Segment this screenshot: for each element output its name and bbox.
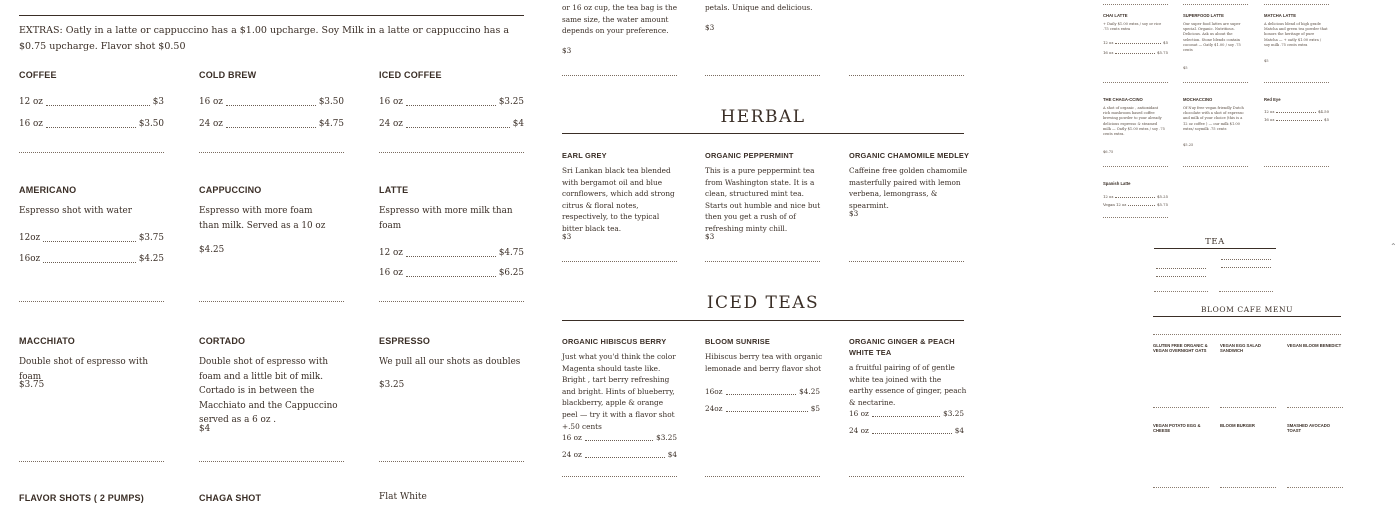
size-label: 16 oz xyxy=(19,119,43,129)
price-label: $4.25 xyxy=(138,254,164,264)
cold-brew-row-16oz xyxy=(199,97,344,108)
thumb-tea-row xyxy=(1219,259,1273,261)
thumb-separator xyxy=(1153,487,1209,488)
tea-top-col2-desc: petals. Unique and delicious. xyxy=(705,3,813,12)
price-label: $4 xyxy=(954,426,964,435)
item-separator xyxy=(379,152,524,153)
price-label: $5 xyxy=(810,404,820,413)
thumb-cafe-menu-title: BLOOM CAFE MENU xyxy=(1200,305,1294,314)
thumb-separator xyxy=(1153,407,1209,408)
item-chamomile-name: ORGANIC CHAMOMILE MEDLEY xyxy=(849,151,970,160)
latte-row-16oz xyxy=(379,268,524,279)
item-separator xyxy=(705,75,820,76)
thumb-egg-salad-name: VEGAN EGG SALAD SANDWICH xyxy=(1220,343,1261,353)
thumb-separator xyxy=(1264,4,1329,5)
thumb-matcha-name: MATCHA LATTE xyxy=(1264,13,1297,18)
thumb-tea-row xyxy=(1219,267,1273,269)
size-label: 12 oz xyxy=(1103,194,1114,199)
latte-row-12oz xyxy=(379,248,524,259)
item-separator xyxy=(562,476,677,477)
price-label: $5 xyxy=(1163,40,1168,45)
size-label: 12 oz xyxy=(19,97,43,107)
thumb-chaga-ccino-desc: A shot of organic , antioxidant rich mushroom based coffee brewing powder to your already delicious espresso & steamed milk — Oatly $1.00 extra / soy .75 cents extra. xyxy=(1103,106,1165,137)
thumb-separator xyxy=(1103,166,1168,167)
thumb-separator xyxy=(1287,487,1343,488)
item-separator xyxy=(199,152,344,153)
item-cappuccino-price: $4.25 xyxy=(199,245,225,255)
thumb-red-eye-row-12oz xyxy=(1264,109,1329,114)
item-coffee-name: COFFEE xyxy=(19,70,57,80)
item-separator xyxy=(19,301,164,302)
item-chamomile-desc: Caffeine free golden chamomile masterfully paired with lemon verbena, lemongrass, & spearmint. xyxy=(849,166,968,210)
thumb-separator xyxy=(1183,82,1248,83)
item-peppermint-name: ORGANIC PEPPERMINT xyxy=(705,151,794,160)
thumb-superfood-desc: Our super food lattes are super special. Organic. Nutritious. Delicious. Ask us about the selection. Stone blends contain coconut — Oatly $1.00 / soy .75 cents xyxy=(1183,22,1241,53)
item-espresso-desc: We pull all our shots as doubles xyxy=(379,357,521,367)
item-separator xyxy=(379,301,524,302)
price-label: $4.25 xyxy=(799,387,820,396)
bloom-sunrise-row-16oz xyxy=(705,386,820,397)
size-label: 12 oz xyxy=(1264,109,1275,114)
item-earl-grey-name: EARL GREY xyxy=(562,151,607,160)
item-separator xyxy=(199,301,344,302)
item-chamomile-price: $3 xyxy=(849,209,859,218)
hibiscus-row-16oz xyxy=(562,432,677,443)
price-label: $3 xyxy=(152,97,164,107)
thumb-separator xyxy=(1183,4,1248,5)
item-hibiscus-name: ORGANIC HIBISCUS BERRY xyxy=(562,337,667,346)
price-label: $3.25 xyxy=(498,97,524,107)
size-label: 16 oz xyxy=(562,433,582,442)
item-bloom-sunrise-name: BLOOM SUNRISE xyxy=(705,337,771,346)
ginger-peach-row-24oz xyxy=(849,425,964,436)
thumb-separator xyxy=(1103,217,1168,218)
thumb-chai-latte-desc: + Daily $1.00 extra / soy or rice .75 cents extra xyxy=(1103,22,1162,32)
thumb-mochaccino-name: MOCHACCINO xyxy=(1183,97,1213,102)
item-cappuccino-desc: Espresso with more foam than milk. Served as a 10 oz xyxy=(199,206,326,231)
item-separator xyxy=(562,261,677,262)
thumb-matcha-desc: A delicious blend of high grade Matcha and green tea powder that honors the heritage of pure Matcha — + oatly $1.00 extra / soy milk .75 cents extra xyxy=(1264,22,1328,47)
item-separator xyxy=(19,461,164,462)
thumb-chai-row-12oz xyxy=(1103,40,1168,45)
size-label: 12 oz xyxy=(1103,40,1114,45)
ginger-peach-row-16oz xyxy=(849,408,964,419)
item-cortado-desc: Double shot of espresso with foam and a little bit of milk. Cortado is in between the Macchiato and the Cappuccino served as a 6 oz . xyxy=(199,357,338,425)
item-cold-brew-name: COLD BREW xyxy=(199,70,257,80)
item-espresso-price: $3.25 xyxy=(379,380,405,390)
item-earl-grey-desc: Sri Lankan black tea blended with bergamot oil and blue cornflowers, which add strong citrus & floral notes, respectively, to the typical bitter black tea. xyxy=(562,166,675,233)
thumb-spanish-row-12oz xyxy=(1103,194,1168,199)
iced-coffee-row-16oz xyxy=(379,97,524,108)
thumb-separator xyxy=(1219,291,1273,292)
size-label: 16 oz xyxy=(1264,117,1275,122)
thumb-potato-name: VEGAN POTATO EGG & CHEESE xyxy=(1153,423,1201,433)
item-americano-name: AMERICANO xyxy=(19,185,77,195)
item-separator xyxy=(199,461,344,462)
size-label: 24 oz xyxy=(379,119,403,129)
item-separator xyxy=(705,261,820,262)
coffee-title-rule xyxy=(19,15,524,16)
thumb-separator xyxy=(1103,82,1168,83)
herbal-section-title: HERBAL xyxy=(720,107,806,127)
cold-brew-row-24oz xyxy=(199,119,344,130)
size-label: 16 oz xyxy=(379,97,403,107)
price-label: $4 xyxy=(667,450,677,459)
scroll-up-icon[interactable]: ⌃ xyxy=(1390,242,1397,251)
thumb-superfood-price: $5 xyxy=(1183,66,1188,70)
thumb-tea-rule xyxy=(1154,248,1276,249)
price-label: $4 xyxy=(512,119,524,129)
thumb-matcha-price: $5 xyxy=(1264,59,1269,63)
size-label: 24 oz xyxy=(562,450,582,459)
item-hibiscus-desc: Just what you'd think the color Magenta should taste like. Bright , tart berry refreshing and bright. Hints of blueberry, blackberry, apple & orange peel — try it with a flavor shot +.50 cents xyxy=(562,352,676,431)
thumb-separator xyxy=(1264,82,1329,83)
thumb-mochaccino-desc: Of Nuy free vegan friendly Dutch chocolate with a shot of espresso and milk of your choice (this is a 12 oz coffee ) — our milk $1.00 extra/ soymilk .75 cents xyxy=(1183,106,1244,131)
price-label: $4.75 xyxy=(498,248,524,258)
thumb-spanish-row-vegan xyxy=(1103,202,1168,207)
price-label: $3.25 xyxy=(943,409,964,418)
item-separator xyxy=(379,461,524,462)
item-cortado-name: CORTADO xyxy=(199,336,246,346)
item-latte-desc: Espresso with more milk than foam xyxy=(379,206,513,231)
thumb-separator xyxy=(1153,334,1341,335)
item-americano-desc: Espresso shot with water xyxy=(19,206,132,216)
iced-teas-section-title: ICED TEAS xyxy=(706,293,820,313)
coffee-section-title xyxy=(19,0,524,4)
thumb-cafe-menu-rule xyxy=(1153,316,1341,317)
size-label: 12 oz xyxy=(379,248,403,258)
size-label: 16oz xyxy=(705,387,723,396)
thumb-chaga-ccino-name: THE CHAGA-CCINO xyxy=(1103,97,1143,102)
price-label: $3.75 xyxy=(138,233,164,243)
coffee-row-16oz xyxy=(19,119,164,130)
item-bloom-sunrise-desc: Hibiscus berry tea with organic lemonade and berry flavor shot xyxy=(705,352,823,373)
tea-top-col1-price: $3 xyxy=(562,46,572,55)
item-separator xyxy=(19,152,164,153)
item-separator xyxy=(849,261,964,262)
iced-teas-title-rule xyxy=(562,320,964,321)
size-label: 16 oz xyxy=(1103,50,1114,55)
item-cortado-price: $4 xyxy=(199,424,211,434)
item-earl-grey-price: $3 xyxy=(562,232,572,241)
price-label: $4.75 xyxy=(318,119,344,129)
item-separator xyxy=(562,75,677,76)
price-label: $3.25 xyxy=(656,433,677,442)
price-label: $3.50 xyxy=(138,119,164,129)
size-label: 24oz xyxy=(705,404,723,413)
bloom-sunrise-row-24oz xyxy=(705,403,820,414)
thumb-separator xyxy=(1103,4,1168,5)
iced-coffee-row-24oz xyxy=(379,119,524,130)
thumb-red-eye-name: Red Eye xyxy=(1264,97,1281,102)
item-espresso-name: ESPRESSO xyxy=(379,336,431,346)
item-peppermint-price: $3 xyxy=(705,232,715,241)
item-separator xyxy=(849,476,964,477)
item-flat-white-name: Flat White xyxy=(379,492,427,502)
price-label: $6.25 xyxy=(498,268,524,278)
thumb-oats-name: GLUTEN FREE ORGANIC & VEGAN OVERNIGHT OATS xyxy=(1153,343,1208,353)
coffee-row-12oz xyxy=(19,97,164,108)
price-label: $5 xyxy=(1324,117,1329,122)
item-macchiato-price: $3.75 xyxy=(19,380,45,390)
price-label: $5.75 xyxy=(1157,202,1168,207)
size-label: 16 oz xyxy=(199,97,223,107)
size-label: 16oz xyxy=(19,254,41,264)
herbal-title-rule xyxy=(562,133,964,134)
item-ginger-peach-name: ORGANIC GINGER & PEACH WHITE TEA xyxy=(849,337,955,357)
thumb-mochaccino-price: $5.25 xyxy=(1183,143,1194,147)
americano-row-12oz xyxy=(19,233,164,244)
item-chaga-shot-name: CHAGA SHOT xyxy=(199,493,262,503)
thumb-separator xyxy=(1154,291,1208,292)
item-cappuccino-name: CAPPUCCINO xyxy=(199,185,262,195)
thumb-tea-title: TEA xyxy=(1205,237,1225,247)
tea-top-col2-price: $3 xyxy=(705,23,715,32)
thumb-separator xyxy=(1220,487,1276,488)
price-label: $3.50 xyxy=(318,97,344,107)
thumb-avocado-name: SMASHED AVOCADO TOAST xyxy=(1287,423,1331,433)
item-iced-coffee-name: ICED COFFEE xyxy=(379,70,442,80)
item-latte-name: LATTE xyxy=(379,185,409,195)
item-separator xyxy=(849,75,964,76)
item-macchiato-desc: Double shot of espresso with foam xyxy=(19,357,149,382)
thumb-separator xyxy=(1287,407,1343,408)
size-label: 16 oz xyxy=(849,409,869,418)
size-label: 24 oz xyxy=(199,119,223,129)
tea-top-col1-desc: or 16 oz cup, the tea bag is the same size, the water amount depends on your preference. xyxy=(562,3,678,36)
extras-note: EXTRAS: Oatly in a latte or cappuccino has a $1.00 upcharge. Soy Milk in a latte or cappuccino has a $0.75 upcharge. Flavor shot $0.50 xyxy=(19,25,510,52)
thumb-spanish-latte-name: Spanish Latte xyxy=(1103,181,1131,186)
thumb-chai-row-16oz xyxy=(1103,50,1168,55)
thumb-chaga-ccino-price: $6.75 xyxy=(1103,150,1114,154)
size-label: Vegan 12 oz xyxy=(1103,202,1127,207)
size-label: 12oz xyxy=(19,233,41,243)
thumb-chai-latte-name: CHAI LATTE xyxy=(1103,13,1128,18)
thumb-tea-row xyxy=(1154,268,1208,270)
item-separator xyxy=(705,476,820,477)
thumb-separator xyxy=(1183,166,1248,167)
thumb-burger-name: BLOOM BURGER xyxy=(1220,423,1255,428)
item-flavor-shots-name: FLAVOR SHOTS ( 2 PUMPS) xyxy=(19,493,144,503)
thumb-benedict-name: VEGAN BLOOM BENEDICT xyxy=(1287,343,1342,348)
price-label: $5.25 xyxy=(1157,194,1168,199)
thumb-separator xyxy=(1220,407,1276,408)
thumb-tea-row xyxy=(1154,276,1208,278)
thumb-separator xyxy=(1264,166,1329,167)
americano-row-16oz xyxy=(19,254,164,265)
thumb-superfood-name: SUPERFOOD LATTE xyxy=(1183,13,1224,18)
price-label: $4.50 xyxy=(1318,109,1329,114)
size-label: 16 oz xyxy=(379,268,403,278)
item-macchiato-name: MACCHIATO xyxy=(19,336,75,346)
size-label: 24 oz xyxy=(849,426,869,435)
item-ginger-peach-desc: a fruitful pairing of of gentle white tea joined with the earthy essence of ginger, peach & nectarine. xyxy=(849,363,967,407)
hibiscus-row-24oz xyxy=(562,449,677,460)
price-label: $5.75 xyxy=(1157,50,1168,55)
thumb-red-eye-row-16oz xyxy=(1264,117,1329,122)
item-peppermint-desc: This is a pure peppermint tea from Washington state. It is a clean, structured mint tea. Starts out humble and nice but then you get a rush of of refreshing minty chill. xyxy=(705,166,821,233)
